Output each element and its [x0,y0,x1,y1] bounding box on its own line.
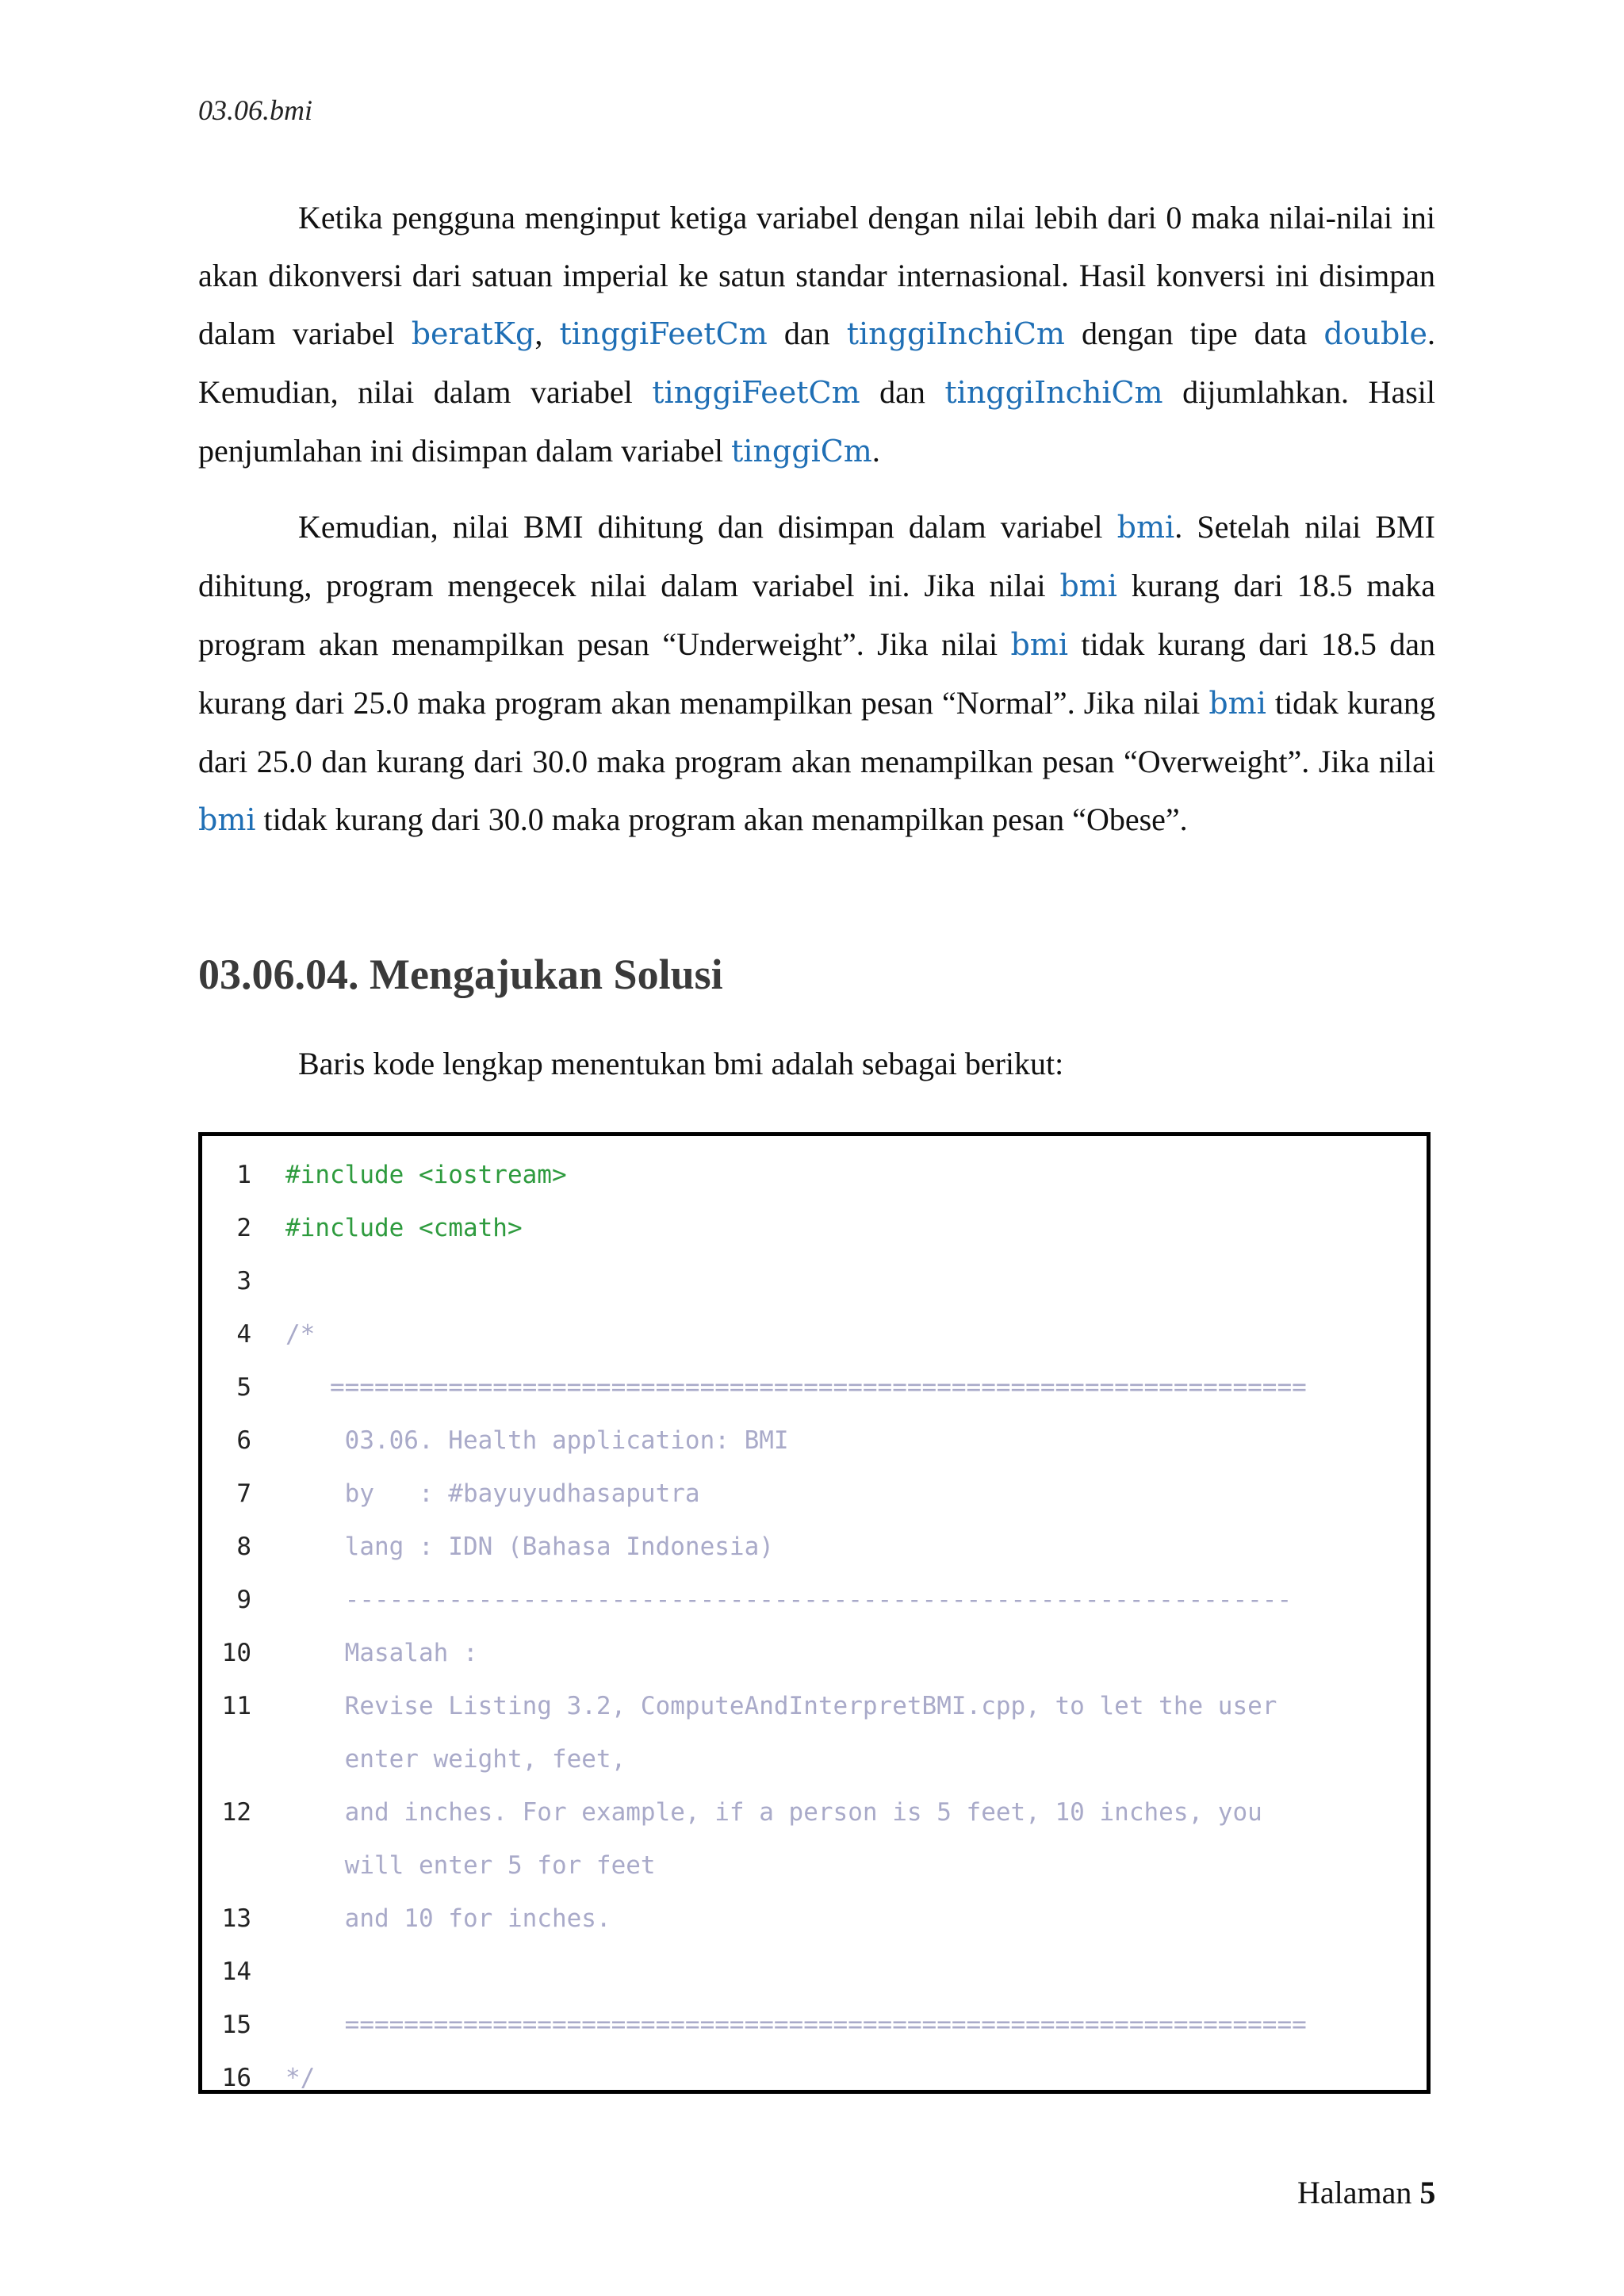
code-line [202,1308,1427,1361]
code-comment: Revise Listing 3.2, ComputeAndInterpretBMI.cpp, to let the user [285,1692,1277,1720]
code-line [202,1574,1427,1627]
code-line [202,1468,1427,1521]
variable-name: tinggiFeetCm [652,375,860,410]
line-number: 4 [236,1320,251,1349]
variable-name: tinggiFeetCm [559,316,768,351]
body-paragraph-1 [198,189,1435,480]
line-number: 6 [236,1426,251,1455]
line-number: 5 [236,1373,251,1402]
text-run: kurang dari 18.5 maka program akan menampilkan pesan “Underweight”. Jika nilai [198,568,1435,662]
code-line [202,1786,1427,1839]
text-run: . Setelah nilai BMI dihitung, program mengecek nilai dalam variabel ini. Jika nilai [198,509,1435,603]
code-comment: will enter 5 for feet [285,1851,656,1880]
line-number: 16 [221,2064,251,2092]
section-heading: 03.06.04. Mengajukan Solusi [198,951,723,998]
variable-name: beratKg [411,316,535,351]
code-comment: enter weight, feet, [285,1745,626,1774]
page-footer [1297,2174,1435,2211]
text-run: dan [767,316,847,351]
text-run: dan [860,374,945,410]
code-comment: lang : IDN (Bahasa Indonesia) [285,1533,774,1561]
variable-name: bmi [1010,627,1068,662]
code-intro-text: Baris kode lengkap menentukan bmi adalah sebagai berikut: [298,1046,1064,1081]
line-number: 7 [236,1479,251,1508]
code-comment: and 10 for inches. [285,1904,611,1933]
page-label: Halaman [1297,2175,1412,2210]
line-number: 2 [236,1214,251,1242]
page-number: 5 [1419,2175,1436,2210]
line-number: 8 [236,1533,251,1561]
line-number: 11 [221,1692,251,1720]
preprocessor-directive: #include <cmath> [285,1214,523,1242]
code-line [202,1149,1427,1202]
line-number: 14 [221,1957,251,1986]
code-comment: ---------------------------------------------------------------- [285,1586,1293,1614]
variable-name: bmi [1059,568,1117,603]
text-run: tidak kurang dari 30.0 maka program akan menampilkan pesan “Obese”. [255,802,1188,837]
code-listing [198,1132,1431,2094]
line-number: 15 [221,2011,251,2039]
text-run: Ketika pengguna menginput ketiga variabel dengan nilai lebih dari 0 maka nilai-nilai ini akan dikonversi dari satuan imperial ke satun standar internasional. Hasil konversi ini disimpan dalam variabel [198,200,1435,351]
code-line [202,1680,1427,1733]
code-comment: Masalah : [285,1639,478,1667]
text-run: tidak kurang dari 18.5 dan kurang dari 25.0 maka program akan menampilkan pesan “Normal”. Jika nilai [198,626,1436,721]
data-type-name: double [1323,316,1428,351]
text-run: . [871,433,880,469]
code-comment: 03.06. Health application: BMI [285,1426,789,1455]
code-comment: /* [285,1320,316,1349]
code-line [202,1255,1427,1308]
running-header: 03.06.bmi [198,94,312,126]
code-line [202,1414,1427,1468]
code-comment: by : #bayuyudhasaputra [285,1479,700,1508]
code-comment: and inches. For example, if a person is 5 feet, 10 inches, you [285,1798,1262,1827]
code-line [202,2052,1427,2105]
variable-name: tinggiInchiCm [846,316,1065,351]
variable-name: bmi [1116,510,1175,545]
code-line [202,1733,1427,1786]
text-run: , [534,316,560,351]
code-line [202,1202,1427,1255]
variable-name: bmi [198,802,256,837]
variable-name: tinggiInchiCm [944,375,1163,410]
code-comment: ================================================================= [285,2011,1307,2039]
line-number: 9 [236,1586,251,1614]
line-number: 3 [236,1267,251,1295]
code-line [202,1892,1427,1946]
text-run: dengan tipe data [1064,316,1324,351]
code-line [202,1839,1427,1892]
code-line [202,1999,1427,2052]
variable-name: bmi [1208,686,1266,721]
variable-name: tinggiCm [731,434,872,469]
body-paragraph-2 [198,498,1435,849]
line-number: 1 [236,1161,251,1189]
code-line [202,1627,1427,1680]
text-run: dijumlahkan. Hasil penjumlahan ini disimpan dalam variabel [198,374,1435,469]
code-comment: ================================================================== [285,1373,1307,1402]
code-line [202,1946,1427,1999]
line-number: 13 [221,1904,251,1933]
text-run: Kemudian, nilai BMI dihitung dan disimpan dalam variabel [298,509,1117,545]
text-run: tidak kurang dari 25.0 dan kurang dari 30.0 maka program akan menampilkan pesan “Overweight”. Jika nilai [198,685,1435,779]
code-line [202,1361,1427,1414]
code-line [202,1521,1427,1574]
preprocessor-directive: #include <iostream> [285,1161,567,1189]
line-number: 12 [221,1798,251,1827]
line-number: 10 [221,1639,251,1667]
code-comment: */ [285,2064,316,2092]
text-run: . Kemudian, nilai dalam variabel [198,316,1436,410]
